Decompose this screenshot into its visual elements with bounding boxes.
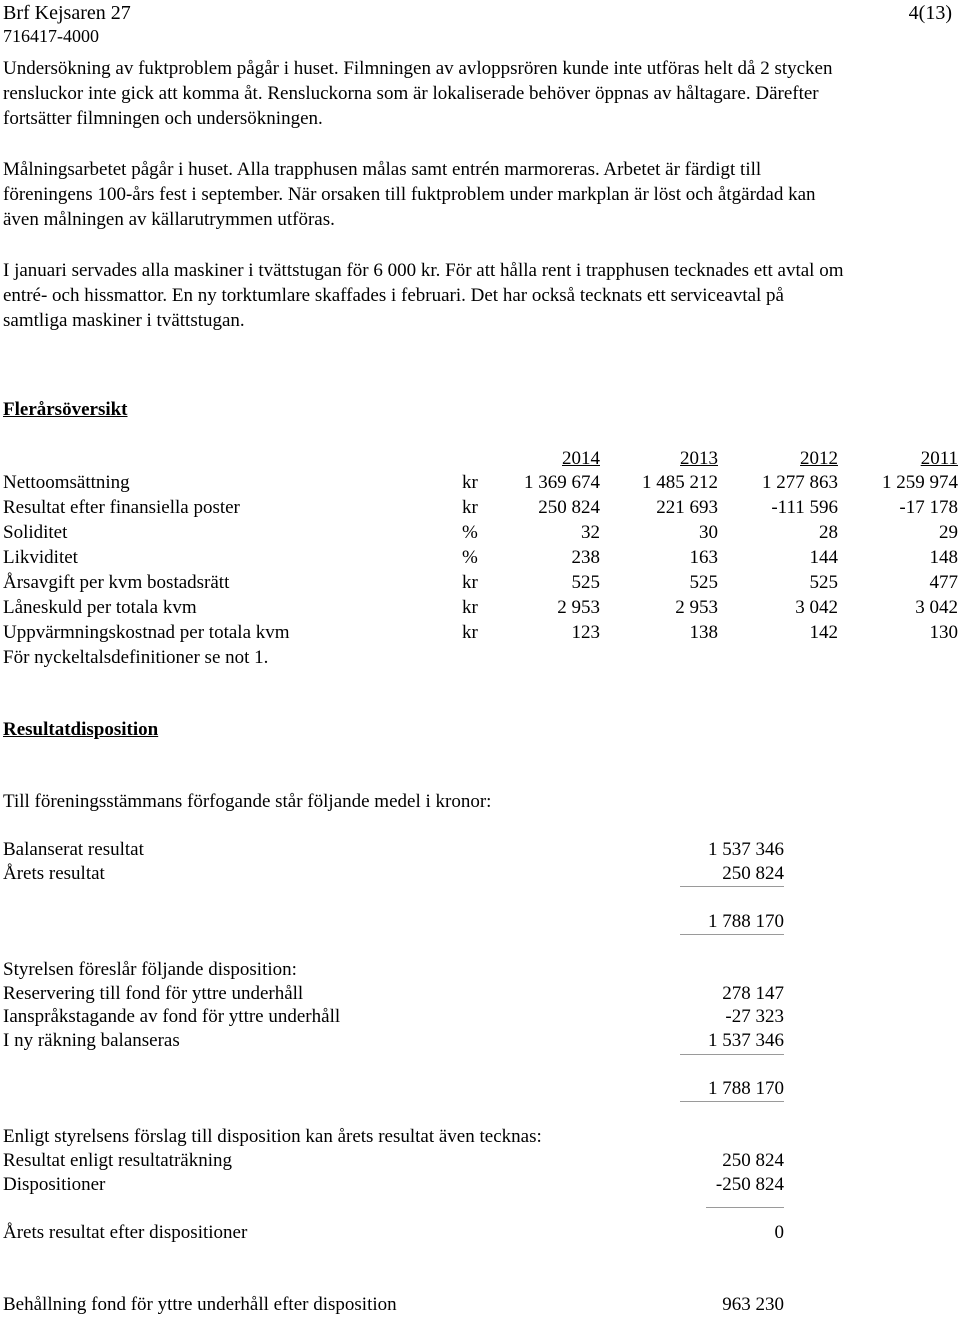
intro-para1-line1: Undersökning av fuktproblem pågår i huset. Filmningen av avloppsrören kunde inte utföras helt då 2 stycken bbox=[3, 58, 833, 79]
year-header: 2013 bbox=[680, 448, 718, 469]
overview-row-unit: kr bbox=[462, 472, 478, 493]
intro-para2-line3: även målningen av källarutrymmen utföras. bbox=[3, 209, 335, 230]
ianspraktagande-value: -27 323 bbox=[725, 1006, 784, 1027]
year-header: 2011 bbox=[920, 448, 958, 469]
balanserat-label: Balanserat resultat bbox=[3, 839, 144, 860]
intro-para2-line1: Målningsarbetet pågår i huset. Alla trapphusen målas samt entrén marmoreras. Arbetet är färdigt till bbox=[3, 159, 762, 180]
intro-para3-line3: samtliga maskiner i tvättstugan. bbox=[3, 310, 245, 331]
fund-value: 963 230 bbox=[722, 1294, 784, 1315]
overview-row-label: Soliditet bbox=[3, 522, 68, 543]
overview-cell: 2 953 bbox=[675, 597, 718, 618]
overview-cell: 250 824 bbox=[538, 497, 600, 518]
overview-cell: 3 042 bbox=[915, 597, 958, 618]
ianspraktagande-label: Ianspråkstagande av fond för yttre underhåll bbox=[3, 1006, 341, 1027]
intro-para1-line3: fortsätter filmningen och undersökningen. bbox=[3, 108, 323, 129]
overview-row-label: Låneskuld per totala kvm bbox=[3, 597, 197, 618]
overview-cell: 123 bbox=[571, 622, 600, 643]
ny-rakning-value: 1 537 346 bbox=[708, 1030, 784, 1051]
overview-cell: 525 bbox=[571, 572, 600, 593]
arets-resultat-label: Årets resultat bbox=[3, 863, 105, 884]
disposition-intro: Till föreningsstämmans förfogande står följande medel i kronor: bbox=[3, 791, 492, 812]
overview-cell: 32 bbox=[581, 522, 600, 543]
arets-resultat-value: 250 824 bbox=[722, 863, 784, 884]
overview-cell: 29 bbox=[939, 522, 958, 543]
overview-cell: 148 bbox=[929, 547, 958, 568]
intro-para1-line2: rensluckor inte gick att komma åt. Rensluckorna som är lokaliserade behöver öppnas av håltagare. Därefter bbox=[3, 83, 819, 104]
board-heading: Enligt styrelsens förslag till disposition kan årets resultat även tecknas: bbox=[3, 1126, 542, 1147]
disposition-heading: Resultatdisposition bbox=[3, 719, 159, 740]
overview-row-unit: % bbox=[462, 547, 478, 568]
intro-para3-line1: I januari servades alla maskiner i tvättstugan för 6 000 kr. För att hålla rent i trapphusen tecknades ett avtal om bbox=[3, 260, 844, 281]
balanserat-value: 1 537 346 bbox=[708, 839, 784, 860]
org-name: Brf Kejsaren 27 bbox=[3, 2, 131, 24]
overview-cell: 238 bbox=[571, 547, 600, 568]
overview-cell: 130 bbox=[929, 622, 958, 643]
proposal-heading: Styrelsen föreslår följande disposition: bbox=[3, 959, 297, 980]
overview-row-unit: kr bbox=[462, 597, 478, 618]
overview-cell: 142 bbox=[809, 622, 838, 643]
dispositioner-value: -250 824 bbox=[715, 1174, 784, 1195]
resultat-rr-value: 250 824 bbox=[722, 1150, 784, 1171]
overview-row-label: Uppvärmningskostnad per totala kvm bbox=[3, 622, 290, 643]
year-header: 2014 bbox=[562, 448, 600, 469]
overview-footnote: För nyckeltalsdefinitioner se not 1. bbox=[3, 647, 269, 668]
sum-rule bbox=[680, 886, 784, 887]
overview-cell: -111 596 bbox=[771, 497, 838, 518]
overview-cell: 28 bbox=[819, 522, 838, 543]
available-total: 1 788 170 bbox=[708, 911, 784, 932]
intro-para2-line2: föreningens 100-års fest i september. När orsaken till fuktproblem under markplan är löst och åtgärdad kan bbox=[3, 184, 816, 205]
overview-row-unit: kr bbox=[462, 497, 478, 518]
overview-row-unit: kr bbox=[462, 622, 478, 643]
overview-cell: 3 042 bbox=[795, 597, 838, 618]
overview-row-label: Likviditet bbox=[3, 547, 78, 568]
page-number: 4(13) bbox=[908, 2, 952, 24]
total-rule bbox=[680, 934, 784, 935]
overview-cell: 221 693 bbox=[656, 497, 718, 518]
proposal-total: 1 788 170 bbox=[708, 1078, 784, 1099]
overview-row-label: Årsavgift per kvm bostadsrätt bbox=[3, 572, 230, 593]
resultat-rr-label: Resultat enligt resultaträkning bbox=[3, 1150, 233, 1171]
reservering-value: 278 147 bbox=[722, 983, 784, 1004]
ny-rakning-label: I ny räkning balanseras bbox=[3, 1030, 180, 1051]
overview-heading: Flerårsöversikt bbox=[3, 399, 128, 420]
after-value: 0 bbox=[774, 1222, 784, 1243]
overview-row-unit: kr bbox=[462, 572, 478, 593]
overview-cell: -17 178 bbox=[899, 497, 958, 518]
intro-para3-line2: entré- och hissmattor. En ny torktumlare skaffades i februari. Det har också tecknats ett serviceavtal på bbox=[3, 285, 784, 306]
overview-row-label: Resultat efter finansiella poster bbox=[3, 497, 240, 518]
overview-cell: 144 bbox=[809, 547, 838, 568]
after-label: Årets resultat efter dispositioner bbox=[3, 1222, 248, 1243]
overview-cell: 1 277 863 bbox=[762, 472, 838, 493]
overview-cell: 30 bbox=[699, 522, 718, 543]
overview-cell: 525 bbox=[809, 572, 838, 593]
overview-row-label: Nettoomsättning bbox=[3, 472, 130, 493]
overview-row-unit: % bbox=[462, 522, 478, 543]
overview-cell: 1 485 212 bbox=[642, 472, 718, 493]
sum-rule bbox=[706, 1207, 784, 1208]
overview-cell: 525 bbox=[689, 572, 718, 593]
total-rule bbox=[680, 1101, 784, 1102]
fund-label: Behållning fond för yttre underhåll efter disposition bbox=[3, 1294, 397, 1315]
overview-cell: 477 bbox=[929, 572, 958, 593]
overview-cell: 1 259 974 bbox=[882, 472, 958, 493]
overview-cell: 163 bbox=[689, 547, 718, 568]
overview-cell: 2 953 bbox=[557, 597, 600, 618]
sum-rule bbox=[680, 1054, 784, 1055]
year-header: 2012 bbox=[800, 448, 838, 469]
org-number: 716417-4000 bbox=[3, 26, 99, 46]
overview-cell: 1 369 674 bbox=[524, 472, 600, 493]
dispositioner-label: Dispositioner bbox=[3, 1174, 106, 1195]
reservering-label: Reservering till fond för yttre underhåll bbox=[3, 983, 304, 1004]
overview-cell: 138 bbox=[689, 622, 718, 643]
